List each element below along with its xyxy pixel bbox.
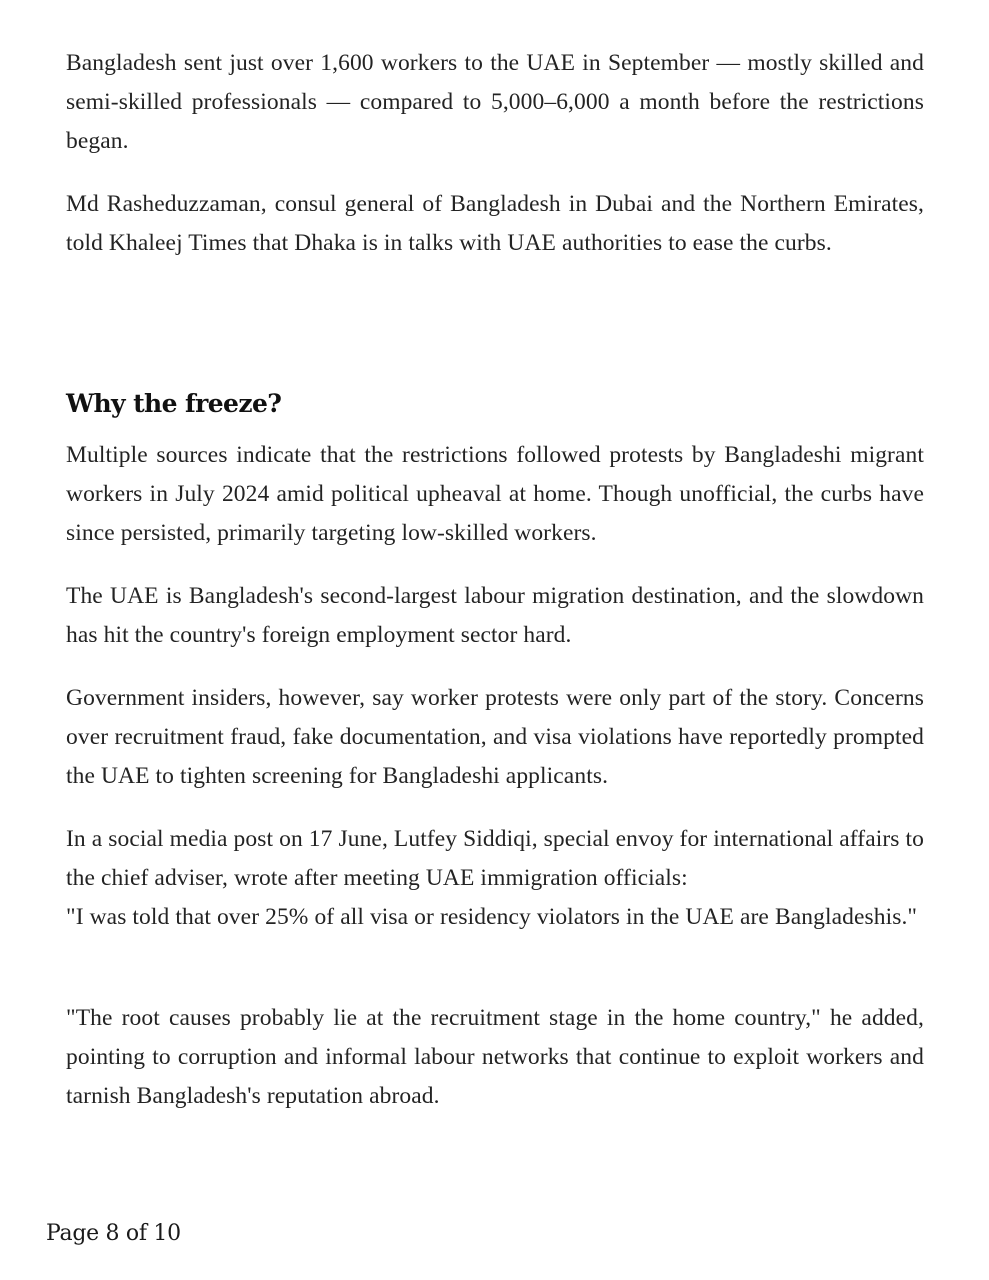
- paragraph-worker-numbers: Bangladesh sent just over 1,600 workers to the UAE in September — mostly skilled and semi-skilled professionals — compared to 5,000–6,000 a month before the restrictions began.: [66, 50, 924, 154]
- social-media-intro: In a social media post on 17 June, Lutfey Siddiqi, special envoy for international affairs to the chief adviser, wrote after meeting UAE immigration officials:: [66, 826, 924, 891]
- paragraph-root-causes: "The root causes probably lie at the recruitment stage in the home country," he added, pointing to corruption and informal labour networks that continue to exploit workers and tarnish Bangladesh's reputation abroad.: [66, 1005, 924, 1109]
- social-media-quote: "I was told that over 25% of all visa or residency violators in the UAE are Bangladeshis.": [66, 904, 918, 930]
- paragraph-protests: Multiple sources indicate that the restrictions followed protests by Bangladeshi migrant workers in July 2024 amid political upheaval at home. Though unofficial, the curbs have since persisted, primarily targeting low-skilled workers.: [66, 442, 924, 546]
- paragraph-government-insiders: Government insiders, however, say worker protests were only part of the story. Concerns over recruitment fraud, fake documentation, and visa violations have reportedly prompted the UAE to tighten screening for Bangladeshi applicants.: [66, 685, 924, 789]
- paragraph-consul-general: Md Rasheduzzaman, consul general of Bangladesh in Dubai and the Northern Emirates, told Khaleej Times that Dhaka is in talks with UAE authorities to ease the curbs.: [66, 191, 924, 256]
- paragraph-labour-destination: The UAE is Bangladesh's second-largest labour migration destination, and the slowdown has hit the country's foreign employment sector hard.: [66, 583, 924, 648]
- page-number-indicator: Page 8 of 10: [46, 1221, 181, 1246]
- paragraph-social-media-post: [66, 820, 924, 937]
- section-heading: Why the freeze?: [66, 389, 282, 418]
